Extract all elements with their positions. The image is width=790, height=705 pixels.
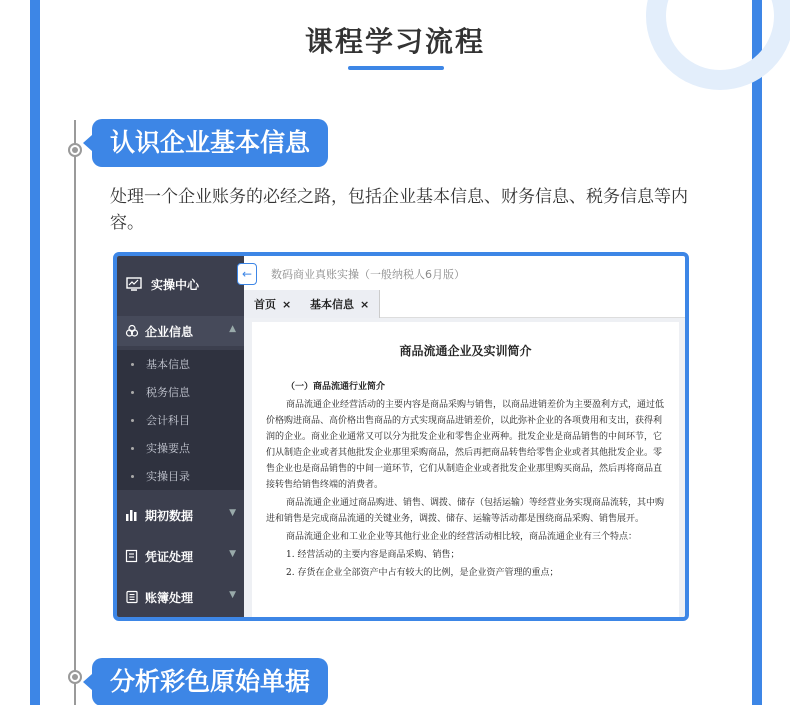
tab-basic-info[interactable] [300, 290, 380, 318]
document-title: 商品流通企业及实训简介 [399, 344, 532, 358]
bar-chart-icon [125, 508, 139, 522]
sidebar [117, 256, 244, 617]
sidebar-item-label: 税务信息 [146, 386, 190, 399]
sidebar-header-label: 实操中心 [151, 277, 200, 292]
sidebar-item-catalog[interactable] [117, 462, 244, 490]
sidebar-item-tax-info[interactable] [117, 378, 244, 406]
app-screenshot [113, 252, 689, 621]
close-icon[interactable]: × [360, 297, 370, 311]
sidebar-group-opening-data[interactable] [117, 500, 244, 530]
sidebar-item-label: 实操要点 [146, 442, 190, 455]
sidebar-group-label: 期初数据 [145, 508, 194, 523]
right-border-bar [752, 0, 762, 705]
document-subheading: （一）商品流通行业简介 [286, 382, 386, 392]
timeline-line [74, 120, 76, 705]
sidebar-group-label: 账簿处理 [145, 590, 194, 605]
content-area [244, 318, 685, 617]
sidebar-group-label: 企业信息 [145, 324, 194, 339]
left-border-bar [30, 0, 40, 705]
tab-label: 首页 [254, 298, 276, 311]
section-description: 处理一个企业账务的必经之路，包括企业基本信息、财务信息、税务信息等内容。 [110, 187, 688, 233]
chevron-up-icon: ▲ [229, 324, 236, 334]
chevron-down-icon: ▼ [229, 508, 236, 518]
edit-doc-icon [125, 549, 139, 563]
app-top-title: 数码商业真账实操（一般纳税人6月版） [271, 268, 465, 281]
sidebar-group-ledgers[interactable] [117, 582, 244, 612]
sidebar-group-company-info[interactable] [117, 316, 244, 346]
bullet-dot [131, 447, 134, 450]
document-list-item: 2. 存货在企业全部资产中占有较大的比例，是企业资产管理的重点； [286, 568, 559, 578]
section-tag: 分析彩色原始单据 [92, 658, 328, 705]
bullet-dot [131, 419, 134, 422]
sidebar-item-label: 基本信息 [146, 358, 190, 371]
sidebar-item-label: 实操目录 [146, 470, 190, 483]
sidebar-item-label: 会计科目 [146, 414, 190, 427]
timeline-dot [68, 670, 82, 684]
tab-label: 基本信息 [310, 298, 354, 311]
chevron-down-icon: ▼ [229, 590, 236, 600]
ledger-icon [125, 590, 139, 604]
sidebar-item-accounts[interactable] [117, 406, 244, 434]
document-list-item: 1. 经营活动的主要内容是商品采购、销售； [286, 550, 460, 560]
tab-bar [244, 290, 685, 318]
document-panel [252, 322, 679, 617]
arrow-left-icon: ← [241, 267, 253, 281]
bullet-dot [131, 391, 134, 394]
chevron-down-icon: ▼ [229, 549, 236, 559]
timeline-dot [68, 143, 82, 157]
page-title: 课程学习流程 [304, 25, 485, 58]
title-underline [348, 66, 444, 70]
document-paragraph: 商品流通企业经营活动的主要内容是商品采购与销售，以商品进销差价为主要盈利方式，通过低价格购进商品、高价格出售商品的方式实现商品进销差价，以此弥补企业的各项费用和支出，获得利润的企业。商业企业通常又可以分为批发企业和零售企业两种。批发企业是商品销售的中间环节，它们从制造企业或者其他批发企业那里采购商品，然后再把商品转售给零售企业或者其他批发企业。零售企业也是商品销售的中间一道环节，它们从制造企业或者批发企业那里购买商品，然后再将商品直接转售给销售终端的消费者。 [266, 400, 665, 490]
sidebar-group-label: 凭证处理 [145, 549, 194, 564]
circles-icon [125, 324, 139, 338]
bullet-dot [131, 363, 134, 366]
close-icon[interactable]: × [282, 297, 292, 311]
tab-home[interactable] [244, 290, 302, 318]
sidebar-group-vouchers[interactable] [117, 541, 244, 571]
section-tag: 认识企业基本信息 [92, 119, 328, 167]
document-paragraph: 商品流通企业和工业企业等其他行业企业的经营活动相比较，商品流通企业有三个特点： [286, 532, 638, 542]
chart-monitor-icon [125, 275, 143, 293]
collapse-sidebar-button[interactable] [237, 263, 257, 285]
sidebar-header[interactable] [117, 256, 244, 312]
sidebar-item-key-points[interactable] [117, 434, 244, 462]
bullet-dot [131, 475, 134, 478]
sidebar-item-basic-info[interactable] [117, 350, 244, 378]
document-paragraph: 商品流通企业通过商品购进、销售、调拨、储存（包括运输）等经营业务实现商品流转，其中购进和销售是完成商品流通的关键业务，调拨、储存、运输等活动都是围绕商品采购、销售展开。 [266, 498, 665, 524]
